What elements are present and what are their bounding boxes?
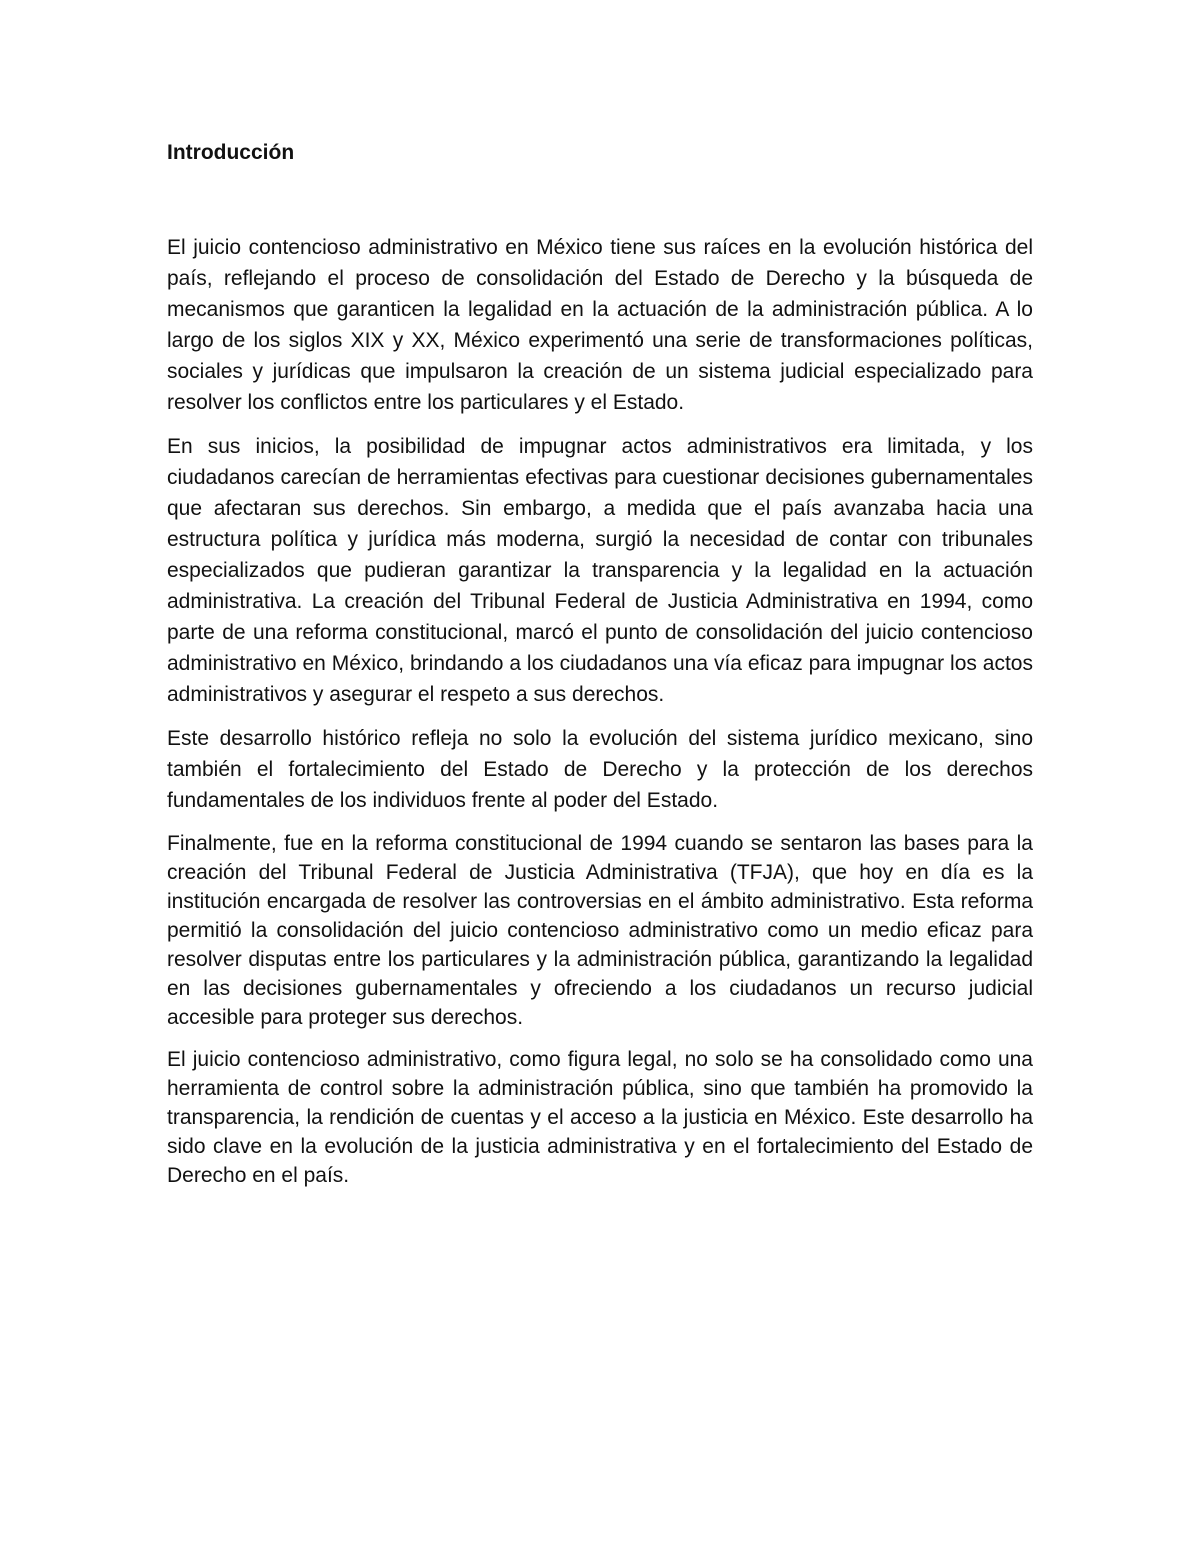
paragraph-1: El juicio contencioso administrativo en México tiene sus raíces en la evolución histórica del país, reflejando el proceso de consolidación del Estado de Derecho y la búsqueda de mecanismos que garanticen la legalidad en la actuación de la administración pública. A lo largo de los siglos XIX y XX, México experimentó una serie de transformaciones políticas, sociales y jurídicas que impulsaron la creación de un sistema judicial especializado para resolver los conflictos entre los particulares y el Estado. — [167, 236, 1033, 414]
paragraph-4: Finalmente, fue en la reforma constitucional de 1994 cuando se sentaron las bases para la creación del Tribunal Federal de Justicia Administrativa (TFJA), que hoy en día es la institución encargada de resolver las controversias en el ámbito administrativo. Esta reforma permitió la consolidación del juicio contencioso administrativo como un medio eficaz para resolver disputas entre los particulares y la administración pública, garantizando la legalidad en las decisiones gubernamentales y ofreciendo a los ciudadanos un recurso judicial accesible para proteger sus derechos. — [167, 832, 1033, 1029]
document-body — [167, 138, 1033, 1203]
paragraph-2: En sus inicios, la posibilidad de impugnar actos administrativos era limitada, y los ciudadanos carecían de herramientas efectivas para cuestionar decisiones gubernamentales que afectaran sus derechos. Sin embargo, a medida que el país avanzaba hacia una estructura política y jurídica más moderna, surgió la necesidad de contar con tribunales especializados que pudieran garantizar la transparencia y la legalidad en la actuación administrativa. La creación del Tribunal Federal de Justicia Administrativa en 1994, como parte de una reforma constitucional, marcó el punto de consolidación del juicio contencioso administrativo en México, brindando a los ciudadanos una vía eficaz para impugnar los actos administrativos y asegurar el respeto a sus derechos. — [167, 435, 1033, 706]
paragraph-3: Este desarrollo histórico refleja no solo la evolución del sistema jurídico mexicano, sino también el fortalecimiento del Estado de Derecho y la protección de los derechos fundamentales de los individuos frente al poder del Estado. — [167, 727, 1033, 812]
page-title: Introducción — [167, 141, 295, 164]
paragraph-5: El juicio contencioso administrativo, como figura legal, no solo se ha consolidado como una herramienta de control sobre la administración pública, sino que también ha promovido la transparencia, la rendición de cuentas y el acceso a la justicia en México. Este desarrollo ha sido clave en la evolución de la justicia administrativa y en el fortalecimiento del Estado de Derecho en el país. — [167, 1048, 1033, 1187]
